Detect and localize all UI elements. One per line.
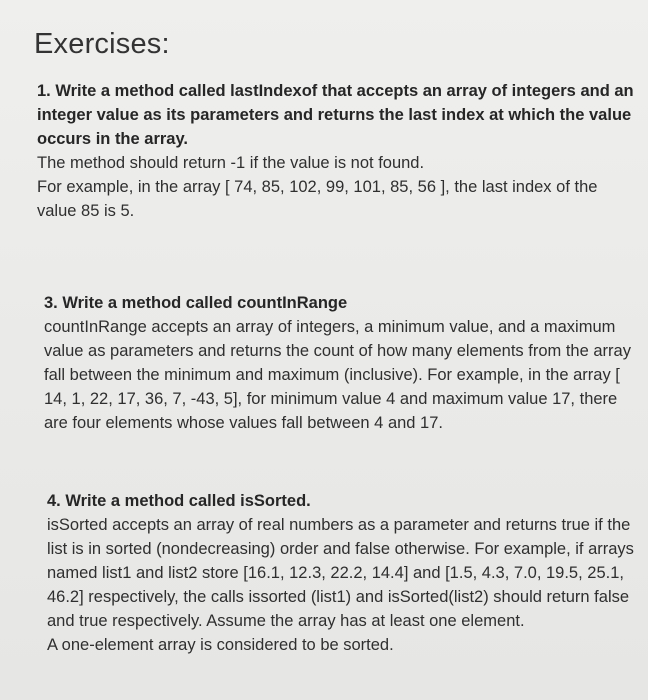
exercise-1-heading-line: occurs in the array. [37, 130, 189, 148]
exercise-3-body-line: are four elements whose values fall between 4 and 17. [44, 414, 443, 432]
exercise-1-body-line: For example, in the array [ 74, 85, 102, 99, 101, 85, 56 ], the last index of the [37, 178, 598, 196]
exercise-1-heading-line: integer value as its parameters and returns the last index at which the value [37, 106, 632, 124]
exercise-4-body-line: and true respectively. Assume the array has at least one element. [47, 612, 525, 630]
exercise-4-body-line: named list1 and list2 store [16.1, 12.3, 22.2, 14.4] and [1.5, 4.3, 7.0, 19.5, 25.1, [47, 564, 624, 582]
exercise-3-body-line: 14, 1, 22, 17, 36, 7, -43, 5], for minimum value 4 and maximum value 17, there [44, 390, 618, 408]
page-title: Exercises: [34, 28, 170, 60]
exercise-4-body-line: isSorted accepts an array of real numbers as a parameter and returns true if the [47, 516, 631, 534]
exercise-1-body-line: The method should return -1 if the value is not found. [37, 154, 425, 172]
exercise-4-body-line: list is in sorted (nondecreasing) order and false otherwise. For example, if arrays [47, 540, 634, 558]
exercise-1-heading-line: 1. Write a method called lastIndexof that accepts an array of integers and an [37, 82, 634, 100]
exercise-3 [44, 291, 642, 435]
exercise-4-body-line: 46.2] respectively, the calls issorted (list1) and isSorted(list2) should return false [47, 588, 630, 606]
exercise-4-heading: 4. Write a method called isSorted. [47, 492, 311, 510]
exercise-1-body-line: value 85 is 5. [37, 202, 135, 220]
exercise-4-body-line: A one-element array is considered to be sorted. [47, 636, 394, 654]
exercise-3-body-line: fall between the minimum and maximum (inclusive). For example, in the array [ [44, 366, 620, 384]
exercise-3-body-line: value as parameters and returns the count of how many elements from the array [44, 342, 631, 360]
exercise-1 [37, 79, 632, 223]
exercise-3-body-line: countInRange accepts an array of integers, a minimum value, and a maximum [44, 318, 616, 336]
exercise-4 [47, 489, 635, 657]
exercise-3-heading: 3. Write a method called countInRange [44, 294, 348, 312]
